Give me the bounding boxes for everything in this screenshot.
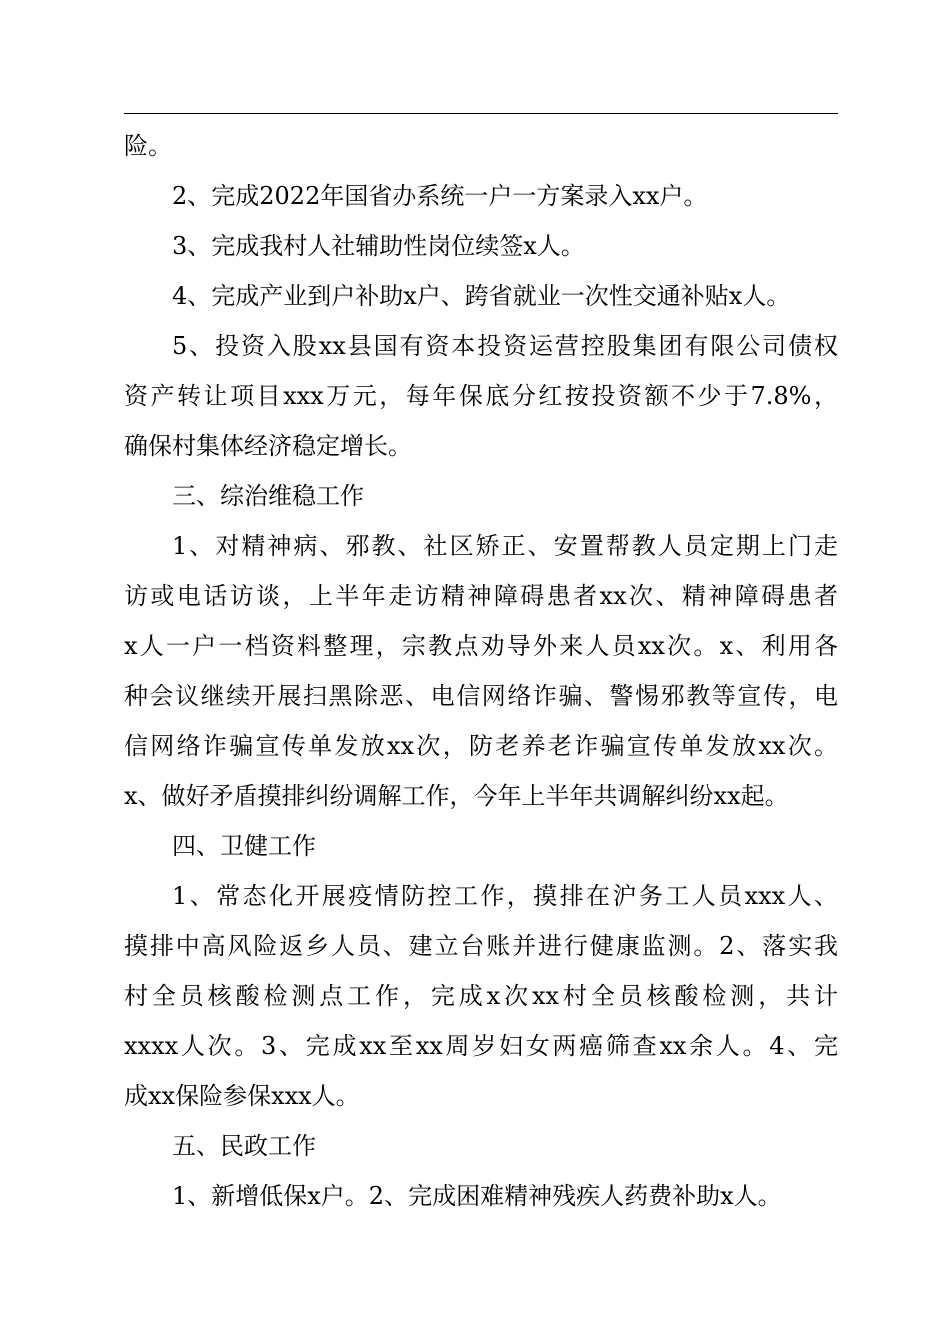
text-line: 种会议继续开展扫黑除恶、电信网络诈骗、警惕邪教等宣传，电: [124, 682, 838, 710]
text-line: 1、对精神病、邪教、社区矫正、安置帮教人员定期上门走: [172, 532, 838, 560]
text-line: 访或电话访谈，上半年走访精神障碍患者xx次、精神障碍患者: [124, 582, 838, 610]
document-body: [124, 121, 838, 1221]
text-line: 确保村集体经济稳定增长。: [124, 432, 412, 460]
text-line: 2、完成2022年国省办系统一户一方案录入xx户。: [172, 182, 708, 210]
text-line: 成xx保险参保xxx人。: [124, 1082, 360, 1110]
text-line: 1、新增低保x户。2、完成困难精神残疾人药费补助x人。: [172, 1182, 782, 1210]
text-line: 3、完成我村人社辅助性岗位续签x人。: [172, 232, 585, 260]
text-line: 村全员核酸检测点工作，完成x次xx村全员核酸检测，共计: [124, 982, 838, 1010]
text-line: 资产转让项目xxx万元，每年保底分红按投资额不少于7.8%，: [124, 382, 838, 410]
section-heading-zongzhi: 三、综治维稳工作: [172, 482, 364, 510]
text-line: xxxx人次。3、完成xx至xx周岁妇女两癌筛查xx余人。4、完: [124, 1032, 838, 1060]
text-line: 险。: [124, 132, 172, 160]
text-line: 信网络诈骗宣传单发放xx次，防老养老诈骗宣传单发放xx次。: [124, 732, 838, 760]
text-line: x人一户一档资料整理，宗教点劝导外来人员xx次。x、利用各: [124, 632, 838, 660]
text-line: 摸排中高风险返乡人员、建立台账并进行健康监测。2、落实我: [124, 932, 838, 960]
text-line: 4、完成产业到户补助x户、跨省就业一次性交通补贴x人。: [172, 282, 791, 310]
section-heading-minzheng: 五、民政工作: [172, 1132, 316, 1160]
text-line: x、做好矛盾摸排纠纷调解工作，今年上半年共调解纠纷xx起。: [124, 782, 789, 810]
text-line: 5、投资入股xx县国有资本投资运营控股集团有限公司债权: [172, 332, 838, 360]
section-heading-weijian: 四、卫健工作: [172, 832, 316, 860]
header-rule: [124, 113, 838, 114]
text-line: 1、常态化开展疫情防控工作，摸排在沪务工人员xxx人、: [172, 882, 838, 910]
